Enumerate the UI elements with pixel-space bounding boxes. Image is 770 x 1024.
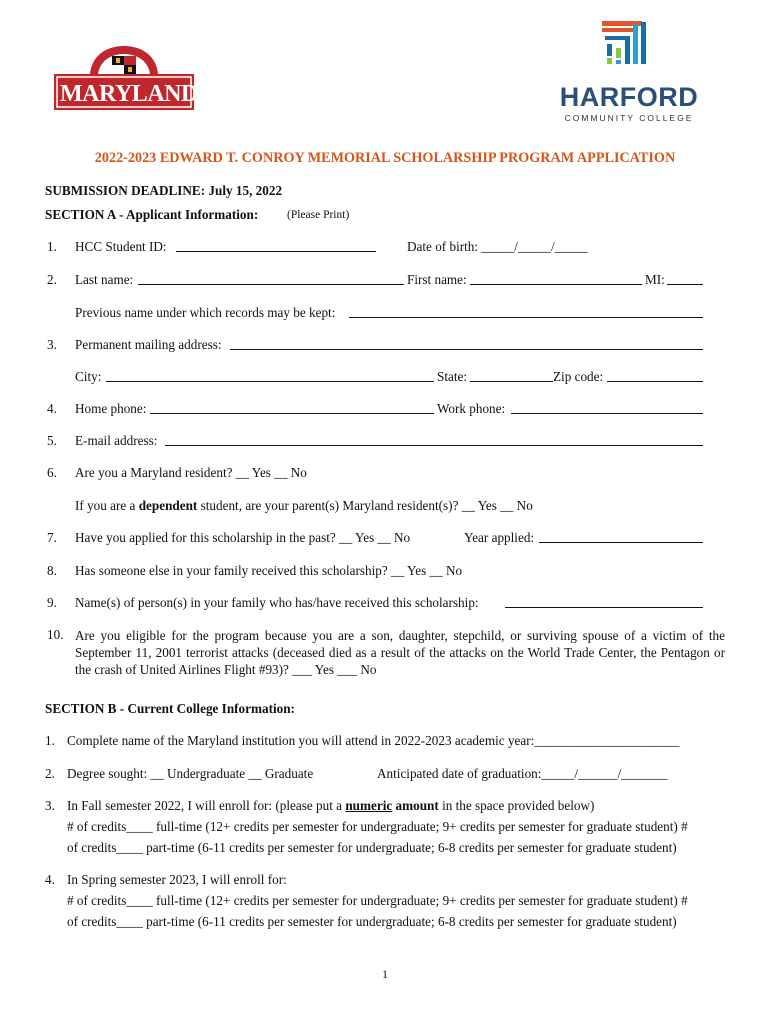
section-b-heading: SECTION B - Current College Information: [45,701,295,716]
harford-logo [555,18,703,128]
numeric-emphasis: numeric [345,798,393,813]
page-number: 1 [382,967,388,981]
student-id-field[interactable] [176,239,376,252]
work-phone-label: Work phone: [437,401,506,416]
previous-name-field[interactable] [349,305,703,318]
maryland-logo-text: MARYLAND [60,81,198,107]
zip-label: Zip code: [553,369,604,384]
first-name-field[interactable] [470,272,642,285]
submission-deadline: SUBMISSION DEADLINE: July 15, 2022 [45,183,283,198]
q7-number: 7. [47,530,57,545]
dependent-emphasis: dependent [138,498,198,513]
degree-sought-question[interactable]: Degree sought: __ Undergraduate __ Graduate [67,766,314,781]
q3-number: 3. [47,337,57,352]
family-recipient-names-label: Name(s) of person(s) in your family who has/have received this scholarship: [75,595,479,610]
q1-label: HCC Student ID: [75,239,167,254]
harford-subtitle: COMMUNITY COLLEGE [564,113,694,123]
september-11-eligibility-question[interactable]: Are you eligible for the program because you are a son, daughter, stepchild, or surviving spouse of a victim of the September 11, 2001 terrorist attacks (deceased died as a result of the attacks on the World Trade Center, the Pentagon or the crash of United Airlines Flight #93)? ___ Yes ___ No [75,628,725,677]
email-field[interactable] [165,433,703,446]
home-phone-label: Home phone: [75,401,147,416]
fall-parttime-credits-field[interactable]: of credits____ part-time (6-11 credits per semester for undergraduate; 6-8 credits per semester for graduate student) [67,840,677,855]
family-recipient-names-field[interactable] [505,595,703,608]
fall-enrollment-instructions [67,798,594,814]
state-label: State: [437,369,468,384]
b2-number: 2. [45,766,55,781]
spring-fulltime-credits-field[interactable]: # of credits____ full-time (12+ credits per semester for undergraduate; 9+ credits per semester for graduate student) # [67,893,688,908]
q4-number: 4. [47,401,57,416]
fall-fulltime-credits-field[interactable]: # of credits____ full-time (12+ credits per semester for undergraduate; 9+ credits per semester for graduate student) # [67,819,688,834]
q1-number: 1. [47,239,57,254]
city-field[interactable] [106,369,434,382]
year-applied-field[interactable] [539,530,703,543]
institution-name-field[interactable]: Complete name of the Maryland institution you will attend in 2022-2023 academic year:______________________ [67,733,680,748]
state-field[interactable] [470,369,553,382]
mailing-address-label: Permanent mailing address: [75,337,222,352]
city-label: City: [75,369,102,384]
dependent-suffix: student, are your parent(s) Maryland resident(s)? __ Yes __ No [197,498,533,513]
spring-enrollment-instructions: In Spring semester 2023, I will enroll for: [67,872,287,887]
home-phone-field[interactable] [150,401,434,414]
mi-label: MI: [645,272,665,287]
spring-parttime-credits-field[interactable]: of credits____ part-time (6-11 credits per semester for undergraduate; 6-8 credits per semester for graduate student) [67,914,677,929]
last-name-field[interactable] [138,272,404,285]
applied-before-question[interactable]: Have you applied for this scholarship in the past? __ Yes __ No [75,530,411,545]
maryland-logo [52,44,196,112]
q8-number: 8. [47,563,57,578]
zip-field[interactable] [607,369,703,382]
year-applied-label: Year applied: [464,530,535,545]
b1-number: 1. [45,733,55,748]
dependent-resident-question[interactable] [75,498,533,514]
form-title: 2022-2023 EDWARD T. CONROY MEMORIAL SCHOLARSHIP PROGRAM APPLICATION [94,150,676,166]
maryland-resident-question[interactable]: Are you a Maryland resident? __ Yes __ No [75,465,307,480]
mailing-address-field[interactable] [230,337,703,350]
section-a-heading: SECTION A - Applicant Information: [45,207,259,222]
b4-number: 4. [45,872,55,887]
first-name-label: First name: [407,272,467,287]
b3-number: 3. [45,798,55,813]
last-name-label: Last name: [75,272,134,287]
fall-intro: In Fall semester 2022, I will enroll for: (please put a [67,798,346,813]
q2-number: 2. [47,272,57,287]
harford-name: HARFORD [559,82,699,112]
q6-number: 6. [47,465,57,480]
q5-number: 5. [47,433,57,448]
graduation-date-field[interactable]: Anticipated date of graduation:_____/______/_______ [377,766,668,781]
amount-emphasis: amount [392,798,439,813]
fall-intro-end: in the space provided below) [438,798,595,813]
date-of-birth-field[interactable]: Date of birth: _____/_____/_____ [407,239,588,254]
previous-name-label: Previous name under which records may be kept: [75,305,336,320]
mi-field[interactable] [667,272,703,285]
work-phone-field[interactable] [511,401,703,414]
q9-number: 9. [47,595,57,610]
section-a-note: (Please Print) [287,209,350,221]
email-label: E-mail address: [75,433,158,448]
dependent-prefix: If you are a [75,498,139,513]
q10-number: 10. [47,627,64,642]
family-received-question[interactable]: Has someone else in your family received this scholarship? __ Yes __ No [75,563,463,578]
